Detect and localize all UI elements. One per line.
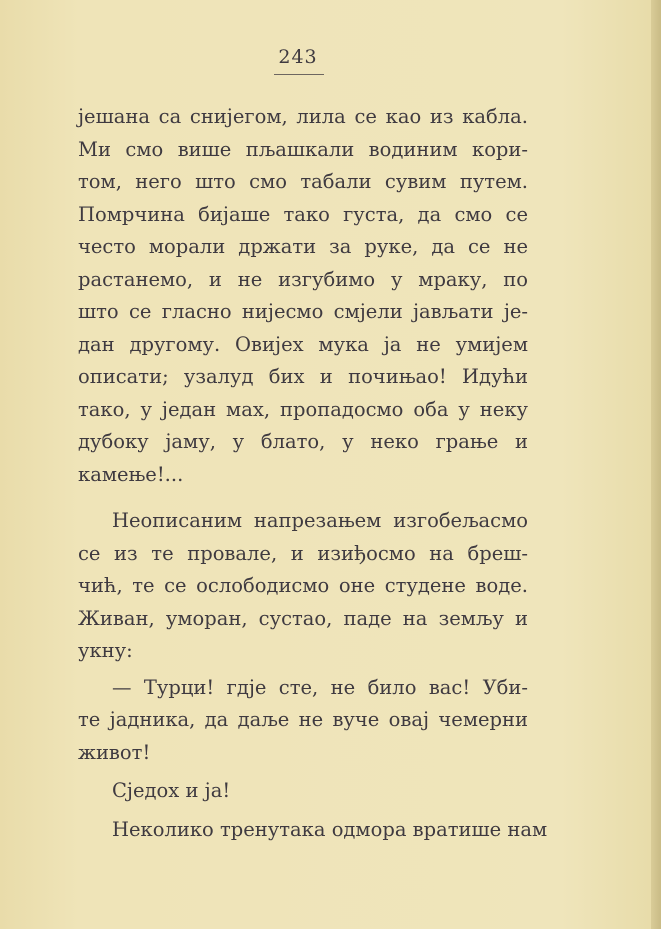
page-number-rule bbox=[274, 74, 324, 75]
text-line: Сједох и ја! bbox=[112, 779, 231, 802]
text-line: описати; узалуд бих и почињао! Идући bbox=[78, 365, 528, 388]
text-line: често морали држати за руке, да се не bbox=[78, 235, 528, 258]
text-line: јешана са снијегом, лила се као из кабла. bbox=[78, 105, 528, 128]
text-line: Неколико тренутака одмора вратише нам bbox=[112, 817, 548, 841]
text-line: укну: bbox=[78, 639, 133, 662]
text-line: дан другому. Овијех мука ја не умијем bbox=[78, 332, 528, 356]
text-line: те јадника, да даље не вуче овај чемерни bbox=[78, 708, 528, 731]
text-line: том, него што смо табали сувим путем. bbox=[78, 170, 528, 193]
text-line: Ми смо више пљашкали водиним кори- bbox=[78, 137, 528, 161]
text-line: Помрчина бијаше тако густа, да смо се bbox=[78, 202, 528, 226]
text-line: камење!... bbox=[78, 462, 184, 486]
text-line: Живан, уморан, сустао, паде на земљу и bbox=[78, 606, 528, 630]
text-line: — Турци! гдје сте, не било вас! Уби- bbox=[112, 675, 528, 699]
text-line: Неописаним напрезањем изгобељасмо bbox=[112, 509, 528, 532]
page-number: 243 bbox=[278, 46, 318, 68]
page-edge bbox=[651, 0, 661, 929]
text-line: растанемо, и не изгубимо у мраку, по bbox=[78, 267, 528, 291]
body-text bbox=[78, 101, 548, 846]
text-line: живот! bbox=[78, 740, 151, 764]
text-line: што се гласно нијесмо смјели јављати је- bbox=[78, 300, 528, 323]
text-line: тако, у један мах, пропадосмо оба у неку bbox=[78, 397, 528, 421]
text-line: дубоку јаму, у блато, у неко грање и bbox=[78, 430, 528, 453]
text-line: се из те провале, и изиђосмо на бреш- bbox=[78, 541, 528, 565]
text-line: чић, те се ослободисмо оне студене воде. bbox=[78, 574, 528, 597]
